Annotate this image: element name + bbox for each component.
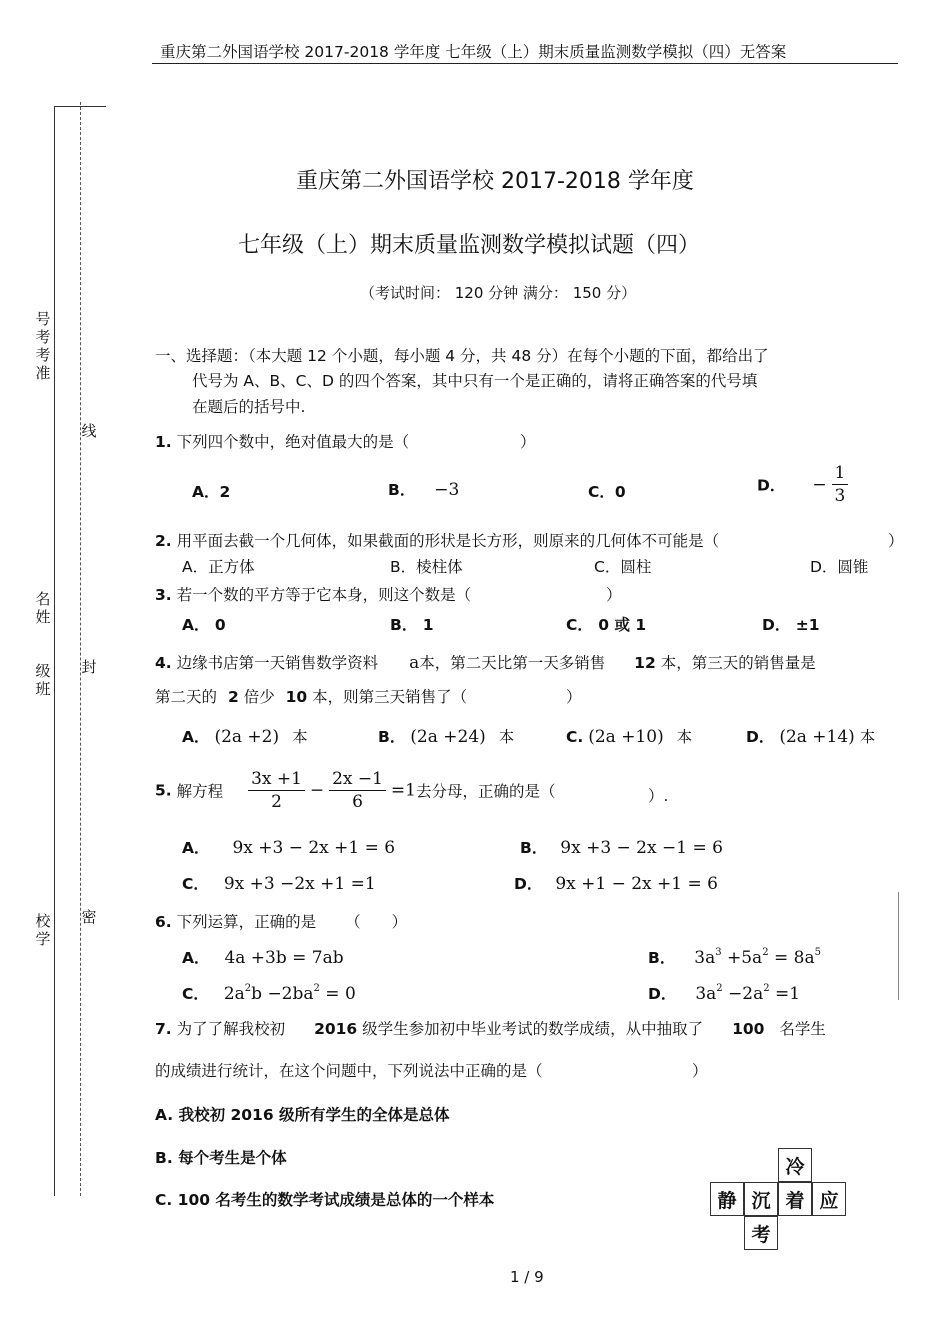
q1-option-d-sign: −: [812, 474, 827, 495]
q4-option-a: [182, 725, 308, 747]
q5-fraction-1-numerator: 3x +1: [251, 769, 302, 789]
q4-option-d: [746, 725, 875, 747]
q4-line2-part2: 倍少: [243, 688, 275, 706]
q3-text: 若一个数的平方等于它本身，则这个数是（: [176, 586, 472, 604]
header-rule: [152, 63, 898, 64]
q6-option-b-label: B．: [648, 949, 676, 967]
q6-d-part2: −2a: [722, 984, 764, 1004]
q6-d-exp1: 2: [716, 983, 723, 994]
margin-label-exam-number: 号考考准: [35, 310, 51, 382]
q5-option-b-label: B．: [520, 839, 548, 857]
q4-option-d-unit: 本: [859, 728, 876, 746]
q5-text: 解方程: [176, 782, 224, 801]
stamp-box-row-4: 应: [812, 1182, 846, 1216]
q7-n2016: 2016: [314, 1020, 358, 1038]
q7-stem-line1: [155, 1017, 826, 1039]
binding-line-outer: [54, 106, 55, 1196]
q2-text: 用平面去截一个几何体，如果截面的形状是长方形，则原来的几何体不可能是（: [176, 532, 720, 550]
q6-c-exp2: 2: [313, 983, 320, 994]
q4-line2-part3: 本，则第三天销售了（: [312, 688, 468, 706]
q4-option-d-label: D．: [746, 728, 775, 746]
q4-number: 4.: [155, 654, 172, 672]
q4-option-c-unit: 本: [676, 728, 693, 746]
margin-label-school: 校学: [35, 912, 51, 948]
right-edge-line: [898, 892, 899, 1000]
q4-option-b-label: B．: [378, 728, 406, 746]
q6-number: 6.: [155, 913, 172, 931]
q4-close-paren: ）: [566, 688, 582, 706]
q5-option-b: [520, 836, 723, 858]
q7-n100: 100: [732, 1020, 765, 1038]
q1-option-b-label: B．: [388, 481, 416, 499]
q4-n10: 10: [285, 688, 308, 706]
q4-option-b: [378, 725, 514, 747]
q5-option-d: [514, 872, 718, 894]
q6-d-part3: =1: [769, 984, 801, 1004]
q5-option-d-label: D．: [514, 875, 543, 893]
q4-option-d-value: (2a +14): [779, 727, 855, 747]
q6-b-part1: 3a: [694, 948, 716, 968]
q5-option-b-value: 9x +3 − 2x −1 = 6: [560, 838, 723, 858]
q3-number: 3.: [155, 586, 172, 604]
q4-option-a-label: A．: [182, 728, 210, 746]
q4-text-part2: 本，第二天比第一天多销售: [419, 654, 606, 672]
q6-d-exp2: 2: [763, 983, 770, 994]
q5-fraction-2-numerator: 2x −1: [332, 769, 383, 789]
q4-var: a: [409, 653, 420, 673]
q7-text-part2: 级学生参加初中毕业考试的数学成绩，从中抽取了: [362, 1020, 704, 1038]
q5-minus: −: [309, 780, 325, 801]
q6-b-exp3: 5: [814, 947, 821, 958]
q5-stem: [155, 768, 555, 813]
q7-option-b: B. 每个考生是个体: [155, 1149, 287, 1167]
q5-option-c: [182, 872, 376, 894]
q1-option-d: [757, 462, 848, 507]
q1-option-b-value: −3: [434, 480, 460, 500]
section1-line1: 一、选择题：（本大题 12 个小题，每小题 4 分，共 48 分）在每个小题的下面，都给出了: [155, 347, 769, 365]
q1-option-c: [588, 480, 626, 502]
q5-option-c-label: C．: [182, 875, 209, 893]
q6-paren: （ ）: [345, 913, 408, 931]
q6-option-d: [648, 982, 800, 1004]
q1-option-d-label: D．: [757, 476, 786, 495]
running-header: 重庆第二外国语学校 2017-2018 学年度 七年级（上）期末质量监测数学模拟（四）无答案: [160, 43, 787, 61]
q4-n12: 12: [634, 654, 656, 672]
q4-option-a-unit: 本: [292, 728, 308, 746]
q6-option-c: [182, 982, 356, 1004]
q7-text-part3: 名学生: [779, 1020, 826, 1038]
q1-option-d-fraction: [832, 462, 849, 507]
q4-text-part3: 本，第三天的销售量是: [660, 654, 816, 672]
q6-c-part2: b −2ba: [251, 984, 314, 1004]
q6-text: 下列运算，正确的是: [176, 913, 317, 931]
q7-number: 7.: [155, 1020, 172, 1038]
q3-close-paren: ）: [606, 586, 622, 604]
stamp-box-bottom: 考: [744, 1216, 778, 1250]
q1-option-a-label: A．: [192, 483, 220, 501]
q7-close-paren: ）: [692, 1062, 708, 1080]
q1-stem: [155, 430, 409, 452]
q6-option-c-label: C．: [182, 985, 209, 1003]
q1-close-paren: ）: [520, 433, 536, 451]
exam-title-line2: 七年级（上）期末质量监测数学模拟试题（四）: [238, 233, 701, 258]
margin-mark-line: 线: [81, 422, 97, 440]
q6-b-exp1: 3: [715, 947, 722, 958]
q6-b-exp2: 2: [762, 947, 769, 958]
q4-option-c: [566, 725, 692, 747]
q1-option-c-value: 0: [614, 483, 626, 501]
q5-equals-one: =1: [390, 780, 416, 801]
q5-text-2: 去分母，正确的是（: [415, 782, 556, 801]
q3-stem: [155, 583, 471, 605]
q5-option-a: [182, 836, 395, 858]
q2-close-paren: ）: [888, 532, 904, 550]
q4-line2-part1: 第二天的: [155, 688, 218, 706]
q5-fraction-2-denominator: 6: [352, 792, 363, 812]
q1-option-d-denominator: 3: [834, 486, 846, 506]
q7-option-a: A. 我校初 2016 级所有学生的全体是总体: [155, 1106, 450, 1124]
stamp-box-row-3: 着: [778, 1182, 812, 1216]
q1-number: 1.: [155, 433, 172, 451]
q4-option-c-value: (2a +10): [588, 727, 664, 747]
q4-n2: 2: [227, 688, 239, 706]
q6-d-part1: 3a: [695, 984, 717, 1004]
stamp-box-top: 冷: [778, 1148, 812, 1182]
q4-stem-line2: [155, 685, 467, 707]
margin-mark-seal: 封: [81, 658, 97, 676]
q5-fraction-1-denominator: 2: [271, 792, 282, 812]
q4-option-b-unit: 本: [498, 728, 515, 746]
q2-option-a: A．正方体: [182, 558, 255, 576]
q2-number: 2.: [155, 532, 172, 550]
q6-option-c-value: [224, 984, 356, 1004]
q3-option-a: A． 0: [182, 616, 226, 634]
margin-label-class: 级班: [35, 662, 51, 698]
q2-option-b: B．棱柱体: [390, 558, 463, 576]
q6-c-exp1: 2: [244, 983, 252, 994]
q5-number: 5.: [155, 781, 172, 800]
q6-c-part3: = 0: [319, 984, 356, 1004]
q6-option-d-label: D．: [648, 985, 677, 1003]
q6-b-part3: = 8a: [768, 948, 815, 968]
q6-option-b: [648, 946, 821, 968]
q5-fraction-2: [329, 768, 386, 813]
q3-option-c: C． 0 或 1: [566, 616, 647, 634]
q5-close-paren: ）.: [648, 787, 669, 805]
q6-c-part1: 2a: [223, 984, 245, 1004]
q4-option-a-value: (2a +2): [214, 727, 280, 747]
q6-option-d-value: [695, 984, 800, 1004]
q5-option-a-value: 9x +3 − 2x +1 = 6: [232, 838, 396, 858]
q6-option-a-label: A．: [182, 949, 210, 967]
margin-label-name: 名姓: [35, 590, 51, 626]
binding-line-dashed: [80, 102, 81, 1196]
q3-option-b: B． 1: [390, 616, 434, 634]
q4-stem-line1: [155, 651, 816, 673]
q6-b-part2: +5a: [721, 948, 763, 968]
q5-option-d-value: 9x +1 − 2x +1 = 6: [555, 874, 718, 894]
q5-option-c-value: 9x +3 −2x +1 =1: [223, 874, 376, 894]
exam-title-line1: 重庆第二外国语学校 2017-2018 学年度: [296, 169, 694, 194]
q2-option-d: D．圆锥: [810, 558, 869, 576]
stamp-box-row-2: 沉: [744, 1182, 778, 1216]
q2-option-c: C．圆柱: [594, 558, 652, 576]
q1-option-b: [388, 478, 459, 500]
margin-mark-secret: 密: [81, 908, 97, 926]
q1-option-a-value: 2: [219, 483, 231, 501]
q1-option-a: [192, 480, 230, 502]
q4-option-b-value: (2a +24): [410, 727, 486, 747]
q6-option-a-value: 4a +3b = 7ab: [224, 948, 344, 968]
q6-option-a: [182, 946, 344, 968]
q6-option-b-value: [694, 948, 821, 968]
q4-option-c-label: C.: [566, 728, 584, 746]
q1-text: 下列四个数中，绝对值最大的是（: [176, 433, 410, 451]
q7-stem-line2: 的成绩进行统计，在这个问题中，下列说法中正确的是（: [155, 1062, 543, 1080]
section1-line2: 代号为 A、B、C、D 的四个答案，其中只有一个是正确的，请将正确答案的代号填: [192, 372, 758, 390]
q6-stem: [155, 910, 407, 932]
q1-option-d-numerator: 1: [834, 463, 846, 483]
q7-option-c: C. 100 名考生的数学考试成绩是总体的一个样本: [155, 1191, 495, 1209]
stamp-box-row-1: 静: [710, 1182, 744, 1216]
q5-option-a-label: A．: [182, 839, 210, 857]
q1-option-c-label: C．: [588, 483, 615, 501]
q2-stem: [155, 529, 719, 551]
q4-text-part1: 边缘书店第一天销售数学资料: [176, 654, 379, 672]
q5-fraction-1: [248, 768, 305, 813]
q7-text-part1: 为了了解我校初: [176, 1020, 286, 1038]
q3-option-d: D． ±1: [762, 616, 820, 634]
section1-line3: 在题后的括号中.: [192, 398, 306, 416]
page-number: 1 / 9: [510, 1268, 544, 1286]
exam-info: （考试时间： 120 分钟 满分： 150 分）: [360, 284, 637, 302]
